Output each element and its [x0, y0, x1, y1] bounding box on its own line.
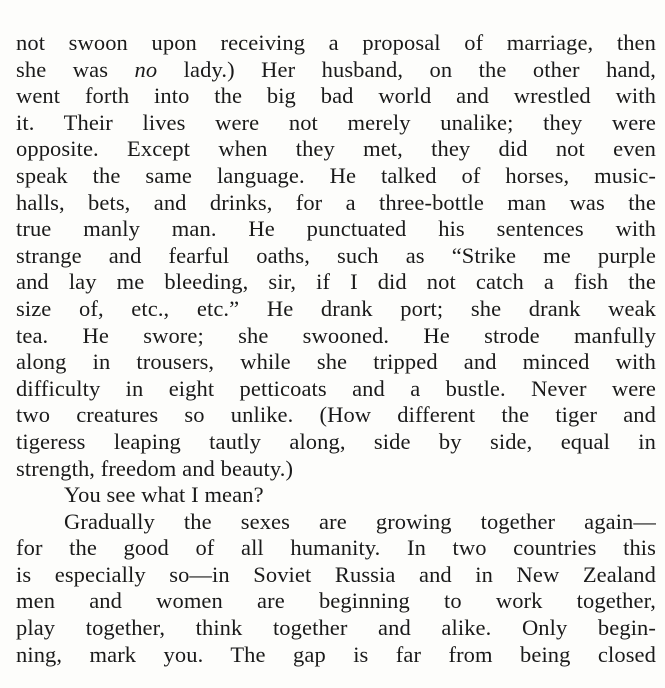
text-line: went forth into the big bad world and wrestled with: [16, 83, 656, 109]
text-line: tea. He swore; she swooned. He strode manfully: [16, 322, 656, 348]
body-text: [16, 30, 656, 668]
text-line: difficulty in eight petticoats and a bustle. Never were: [16, 375, 656, 401]
text-line: is especially so—in Soviet Russia and in New Zealand: [16, 561, 656, 587]
text-fragment: lady.) Her husband, on the other hand,: [157, 56, 656, 82]
text-line: two creatures so unlike. (How different the tiger and: [16, 402, 656, 428]
text-fragment: she was: [16, 56, 135, 82]
text-line: speak the same language. He talked of horses, music-: [16, 162, 656, 188]
text-line: true manly man. He punctuated his sentences with: [16, 216, 656, 242]
text-line-paragraph-end: strength, freedom and beauty.): [16, 455, 294, 481]
text-line-emphasis: [16, 57, 656, 84]
text-line: and lay me bleeding, sir, if I did not catch a fish the: [16, 269, 656, 295]
text-line: not swoon upon receiving a proposal of marriage, then: [16, 30, 656, 55]
text-line: men and women are beginning to work together,: [16, 588, 656, 614]
italic-emphasis: no: [134, 56, 158, 82]
text-line: ning, mark you. The gap is far from being closed: [16, 641, 656, 667]
text-line: for the good of all humanity. In two countries this: [16, 535, 656, 561]
text-line: halls, bets, and drinks, for a three-bottle man was the: [16, 189, 656, 215]
text-line: strange and fearful oaths, such as “Strike me purple: [16, 242, 656, 268]
text-line: along in trousers, while she tripped and minced with: [16, 349, 656, 375]
text-line-paragraph: You see what I mean?: [64, 482, 264, 508]
text-line: opposite. Except when they met, they did not even: [16, 136, 656, 162]
text-line: it. Their lives were not merely unalike; they were: [16, 109, 656, 135]
text-line: size of, etc., etc.” He drank port; she drank weak: [16, 295, 656, 321]
text-line: tigeress leaping tautly along, side by side, equal in: [16, 428, 656, 454]
text-line: play together, think together and alike. Only begin-: [16, 615, 656, 641]
text-line-paragraph-start: Gradually the sexes are growing together again—: [64, 508, 656, 534]
